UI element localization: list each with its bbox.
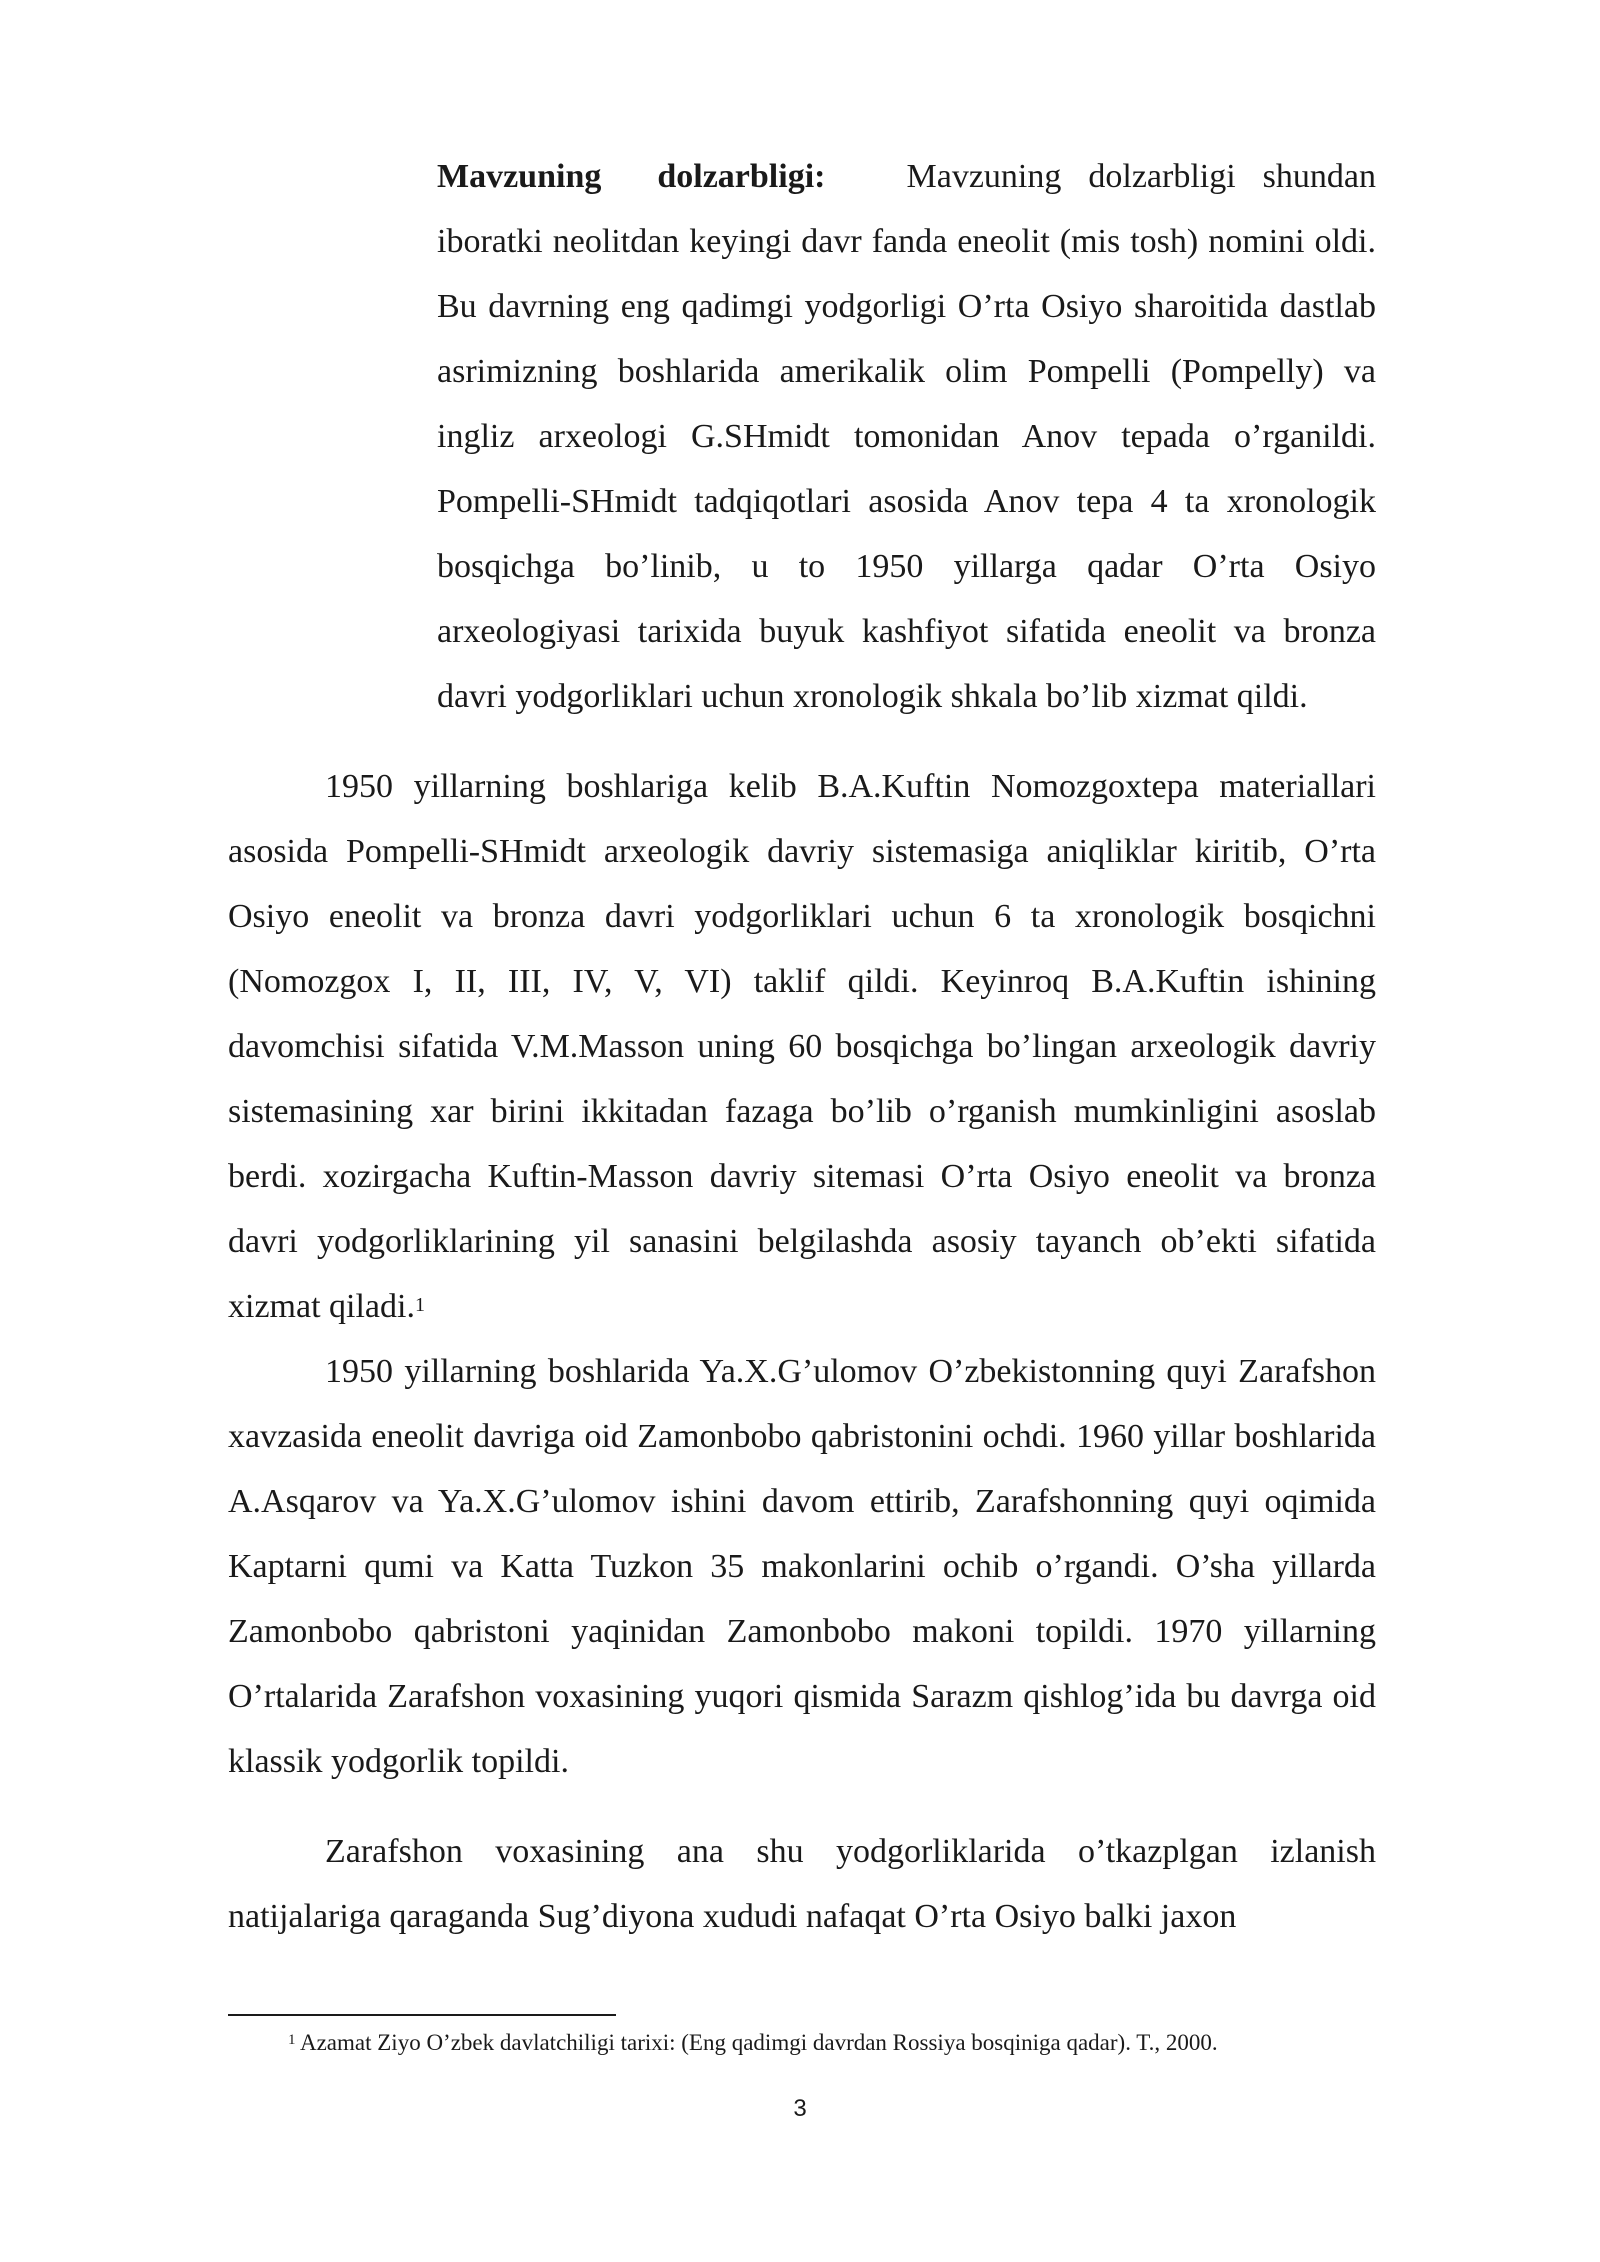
footnote-separator	[228, 2014, 616, 2016]
heading-word-1: Mavzuning	[437, 158, 602, 195]
page-body	[228, 144, 1376, 1949]
paragraph-kuftin	[228, 754, 1376, 1339]
footnote	[288, 2026, 1388, 2060]
paragraph-text: 1950 yillarning boshlariga kelib B.A.Kuftin Nomozgoxtepa materiallari asosida Pompelli-SHmidt arxeologik davriy sistemasiga aniqliklar kiritib, O’rta Osiyo eneolit va bronza davri yodgorliklari uchun 6 ta xronologik bosqichni (Nomozgox I, II, III, IV, V, VI) taklif qildi. Keyinroq B.A.Kuftin ishining davomchisi sifatida V.M.Masson uning 60 bosqichga bo’lingan arxeologik davriy sistemasining xar birini ikkitadan fazaga bo’lib o’rganish mumkinligini asoslab berdi. xozirgacha Kuftin-Masson davriy sitemasi O’rta Osiyo eneolit va bronza davri yodgorliklarining yil sanasini belgilashda asosiy tayanch ob’ekti sifatida xizmat qiladi.	[228, 768, 1376, 1325]
heading-word-2: dolzarbligi:	[657, 158, 826, 195]
paragraph-text: 1950 yillarning boshlarida Ya.X.G’ulomov O’zbekistonning quyi Zarafshon xavzasida eneolit davriga oid Zamonbobo qabristonini ochdi. 1960 yillar boshlarida A.Asqarov va Ya.X.G’ulomov ishini davom ettirib, Zarafshonning quyi oqimida Kaptarni qumi va Katta Tuzkon 35 makonlarini ochib o’rgandi. O’sha yillarda Zamonbobo qabristoni yaqinidan Zamonbobo makoni topildi. 1970 yillarning O’rtalarida Zarafshon voxasining yuqori qismida Sarazm qishlog’ida bu davrga oid klassik yodgorlik topildi.	[228, 1353, 1376, 1780]
paragraph-text: Zarafshon voxasining ana shu yodgorliklarida o’tkazplgan izlanish natijalariga qaraganda Sug’diyona xududi nafaqat O’rta Osiyo balki jaxon	[228, 1833, 1376, 1935]
footnote-reference[interactable]: 1	[414, 1294, 425, 1316]
page-number: 3	[793, 2095, 807, 2122]
paragraph-zarafshon	[228, 1819, 1376, 1949]
paragraph-gulomov	[228, 1339, 1376, 1794]
footnote-marker: 1	[288, 2032, 296, 2048]
paragraph-text: Mavzuning dolzarbligi shundan iboratki neolitdan keyingi davr fanda eneolit (mis tosh) nomini oldi. Bu davrning eng qadimgi yodgorligi O’rta Osiyo sharoitida dastlab asrimizning boshlarida amerikalik olim Pompelli (Pompelly) va ingliz arxeologi G.SHmidt tomonidan Anov tepada o’rganildi. Pompelli-SHmidt tadqiqotlari asosida Anov tepa 4 ta xronologik bosqichga bo’linib, u to 1950 yillarga qadar O’rta Osiyo arxeologiyasi tarixida buyuk kashfiyot sifatida eneolit va bronza davri yodgorliklari uchun xronologik shkala bo’lib xizmat qildi.	[437, 158, 1376, 715]
paragraph-relevance	[228, 144, 1376, 729]
footnote-text: Azamat Ziyo O’zbek davlatchiligi tarixi: (Eng qadimgi davrdan Rossiya bosqiniga qadar). T., 2000.	[299, 2030, 1218, 2055]
